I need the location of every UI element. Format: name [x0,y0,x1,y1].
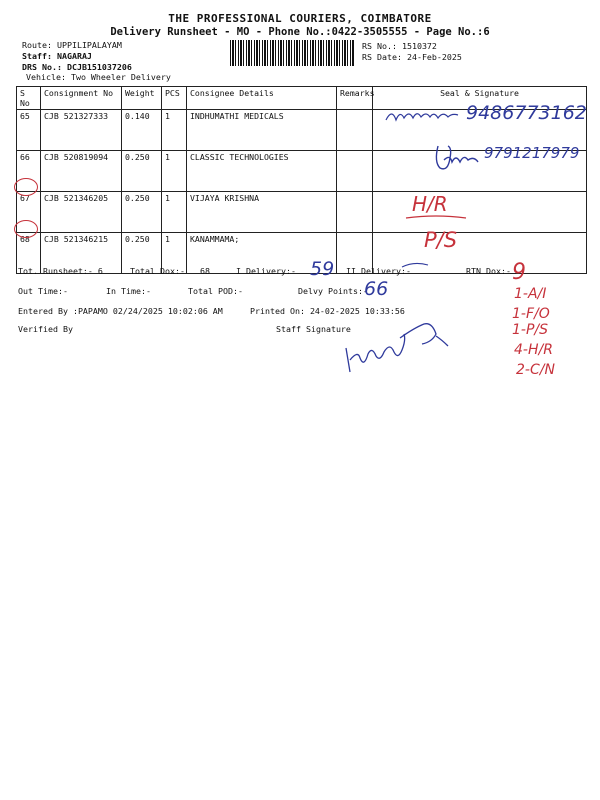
circle-mark [14,220,38,238]
total-dox-value: 68 [200,266,210,276]
rs-date: RS Date: 24-Feb-2025 [362,52,462,62]
cell-consignee: KANAMMAMA; [187,233,337,274]
runsheet-title: Delivery Runsheet - MO - Phone No.:0422-3505555 - Page No.:6 [110,26,490,38]
rtn-dox-label: RTN Dox:- [466,266,511,276]
company-name: THE PROFESSIONAL COURIERS, COIMBATORE [168,12,432,25]
col-remarks: Remarks [337,87,373,110]
delvy-points-label: Delvy Points:- [298,286,368,296]
out-time-label: Out Time:- [18,286,68,296]
cell-remarks [337,110,373,151]
cell-sno: 67 [17,192,41,233]
cell-pcs: 1 [162,233,187,274]
tally-line: 1-P/S [512,322,549,338]
staff-signature-scribble [340,318,470,378]
cell-weight: 0.250 [122,151,162,192]
circle-mark [14,178,38,196]
signature-scribble [432,140,492,174]
tally-line: 1-A/I [514,286,547,302]
cell-consignment: CJB 521346205 [41,192,122,233]
cell-consignment: CJB 521346215 [41,233,122,274]
col-weight: Weight [122,87,162,110]
cell-consignee: INDHUMATHI MEDICALS [187,110,337,151]
handwritten-mark-hr: H/R [412,192,448,216]
signature-scribble [384,104,464,128]
total-pod-label: Total POD:- [188,286,243,296]
cell-weight: 0.250 [122,233,162,274]
tally-line: 1-F/O [512,306,550,322]
cell-sno: 68 [17,233,41,274]
col-signature: Seal & Signature [373,87,587,110]
staff-signature-label: Staff Signature [276,324,351,334]
cell-consignee: CLASSIC TECHNOLOGIES [187,151,337,192]
tally-line: 2-C/N [516,362,555,378]
cell-pcs: 1 [162,192,187,233]
dash-mark [400,262,430,270]
staff-label: Staff: NAGARAJ [22,51,92,61]
cell-sno: 65 [17,110,41,151]
in-time-label: In Time:- [106,286,151,296]
handwritten-phone-2: 9791217979 [484,144,580,162]
cell-weight: 0.140 [122,110,162,151]
handwritten-i-delivery: 59 [310,258,335,280]
handwritten-rtn-dox: 9 [512,260,526,285]
total-dox-label: Total Dox:- [130,266,185,276]
cell-sno: 66 [17,151,41,192]
cell-consignment: CJB 521327333 [41,110,122,151]
barcode [230,40,355,66]
underline-mark [404,214,468,222]
cell-consignment: CJB 520819094 [41,151,122,192]
col-consignment: Consignment No [41,87,122,110]
handwritten-phone-1: 9486773162 [466,102,587,124]
cell-pcs: 1 [162,110,187,151]
i-delivery-label: I Delivery:- [236,266,296,276]
handwritten-delvy-points: 66 [364,278,389,300]
route-label: Route: UPPILIPALAYAM [22,40,122,50]
col-consignee: Consignee Details [187,87,337,110]
cell-remarks [337,151,373,192]
table-row [17,192,587,233]
vehicle-label: Vehicle: Two Wheeler Delivery [26,72,171,82]
ii-delivery-label: II Delivery:- [346,266,411,276]
cell-consignee: VIJAYA KRISHNA [187,192,337,233]
col-pcs: PCS [162,87,187,110]
tot-runsheet: Tot. Runsheet:- 6 [18,266,103,276]
cell-remarks [337,192,373,233]
cell-pcs: 1 [162,151,187,192]
tally-line: 4-H/R [514,342,553,358]
verified-by: Verified By [18,324,73,334]
drs-number: DRS No.: DCJB151037206 [22,62,132,72]
rs-number: RS No.: 1510372 [362,41,437,51]
handwritten-mark-ps: P/S [424,228,458,252]
entered-by: Entered By :PAPAMO 02/24/2025 10:02:06 AM [18,306,223,316]
col-sno: S No [17,87,41,110]
printed-on: Printed On: 24-02-2025 10:33:56 [250,306,405,316]
cell-weight: 0.250 [122,192,162,233]
cell-signature [373,192,587,233]
